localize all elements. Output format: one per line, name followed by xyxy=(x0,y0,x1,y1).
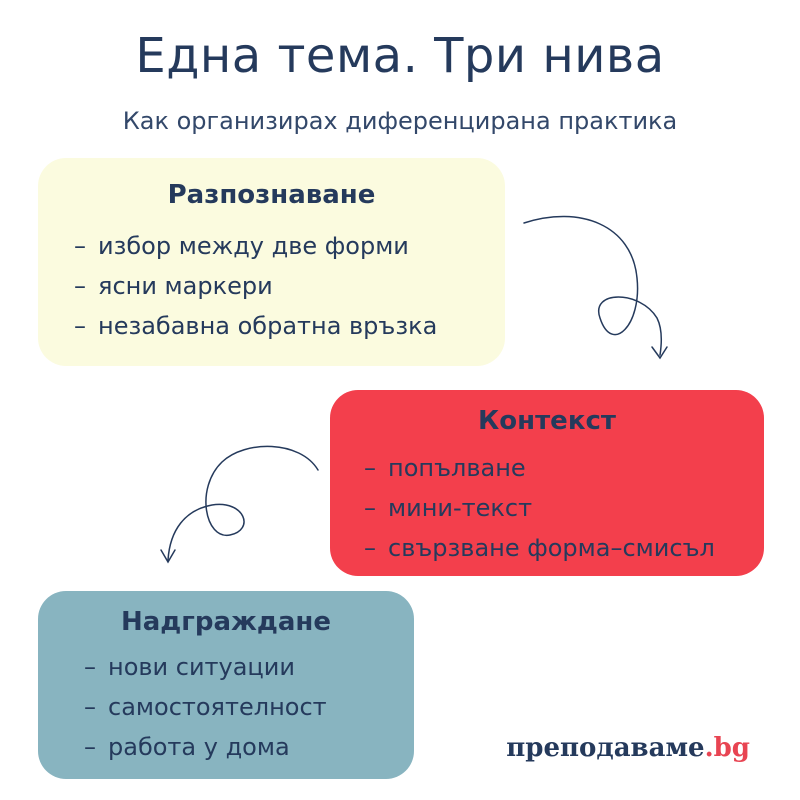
list-item: – самостоятелност xyxy=(84,693,327,721)
curved-arrow-icon xyxy=(161,446,318,562)
brand-logo: преподаваме.bg xyxy=(506,733,750,763)
level-card-recognition xyxy=(38,158,505,366)
level-items xyxy=(84,647,327,767)
list-item: – работа у дома xyxy=(84,733,290,761)
list-item: – мини-текст xyxy=(364,494,533,522)
list-item: – свързване форма–смисъл xyxy=(364,534,715,562)
curved-arrow-icon xyxy=(524,217,667,358)
list-item: – попълване xyxy=(364,454,526,482)
level-card-extension xyxy=(38,591,414,779)
level-items xyxy=(364,448,715,568)
level-heading: Разпознаване xyxy=(167,180,376,210)
list-item: – избор между две форми xyxy=(74,232,409,260)
level-heading: Надграждане xyxy=(120,607,332,637)
list-item: – нови ситуации xyxy=(84,653,295,681)
level-items xyxy=(74,226,437,346)
page-subtitle: Как организирах диференцирана практика xyxy=(122,107,678,135)
level-card-context xyxy=(330,390,764,576)
page-title: Една тема. Три нива xyxy=(135,28,665,84)
list-item: – незабавна обратна връзка xyxy=(74,312,438,340)
level-heading: Контекст xyxy=(478,406,616,436)
list-item: – ясни маркери xyxy=(74,272,273,300)
